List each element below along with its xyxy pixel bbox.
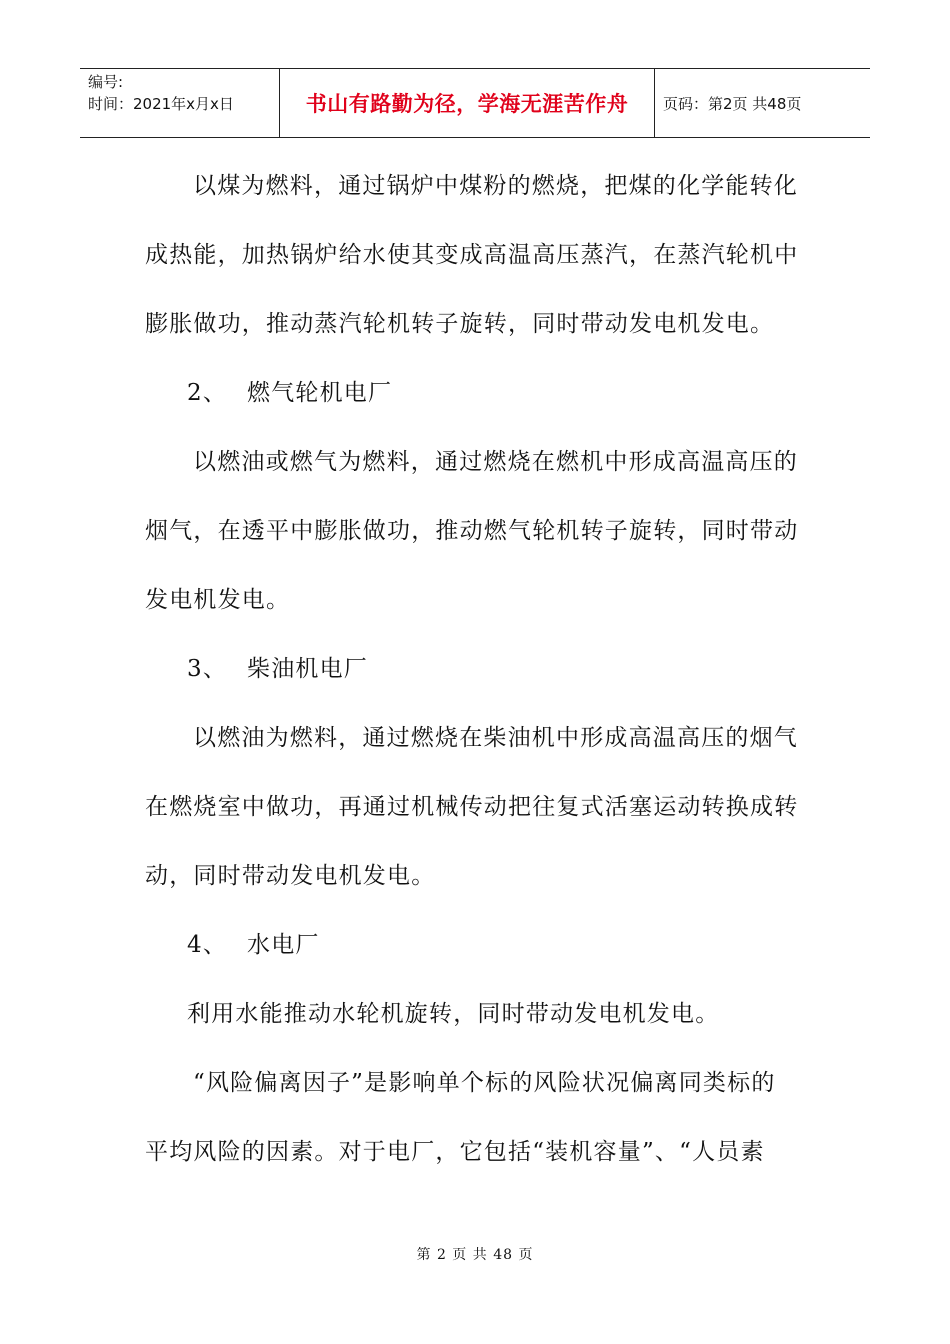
paragraph-line: 膨胀做功，推动蒸汽轮机转子旋转，同时带动发电机发电。 <box>145 311 775 337</box>
paragraph-line: 以煤为燃料，通过锅炉中煤粉的燃烧，把煤的化学能转化 <box>193 173 798 199</box>
paragraph-line: 以燃油为燃料，通过燃烧在柴油机中形成高温高压的烟气 <box>193 725 798 751</box>
header-motto-cell <box>280 69 655 137</box>
paragraph-line: 动，同时带动发电机发电。 <box>145 863 436 889</box>
paragraph-line: 在燃烧室中做功，再通过机械传动把往复式活塞运动转换成转 <box>145 794 799 820</box>
section-number: 2、 <box>187 380 228 406</box>
paragraph-line: 发电机发电。 <box>145 587 291 613</box>
header-page-info: 页码：第2页 共48页 <box>663 94 802 113</box>
paragraph-line: 利用水能推动水轮机旋转，同时带动发电机发电。 <box>187 1001 720 1027</box>
section-title: 燃气轮机电厂 <box>247 380 393 406</box>
header-meta <box>80 69 280 137</box>
paragraph-line: 成热能，加热锅炉给水使其变成高温高压蒸汽，在蒸汽轮机中 <box>145 242 799 268</box>
header-page-info-cell <box>655 69 870 137</box>
paragraph-line: “风险偏离因子”是影响单个标的风险状况偏离同类标的 <box>193 1070 776 1096</box>
paragraph-line: 烟气，在透平中膨胀做功，推动燃气轮机转子旋转，同时带动 <box>145 518 799 544</box>
paragraph-line: 平均风险的因素。对于电厂，它包括“装机容量”、“人员素 <box>145 1139 765 1165</box>
page-footer: 第 2 页 共 48 页 <box>416 1247 534 1263</box>
date-label: 时间：2021年x月x日 <box>88 95 234 113</box>
section-number: 3、 <box>187 656 228 682</box>
section-heading-hydro <box>145 917 805 986</box>
section-title: 水电厂 <box>247 932 320 958</box>
page-header <box>80 68 870 138</box>
document-body <box>145 158 805 1193</box>
section-number: 4、 <box>187 932 228 958</box>
section-heading-gas-turbine <box>145 365 805 434</box>
number-label: 编号: <box>88 73 124 91</box>
header-motto: 书山有路勤为径，学海无涯苦作舟 <box>305 92 629 116</box>
section-title: 柴油机电厂 <box>247 656 368 682</box>
section-heading-diesel <box>145 641 805 710</box>
paragraph-line: 以燃油或燃气为燃料，通过燃烧在燃机中形成高温高压的 <box>193 449 798 475</box>
